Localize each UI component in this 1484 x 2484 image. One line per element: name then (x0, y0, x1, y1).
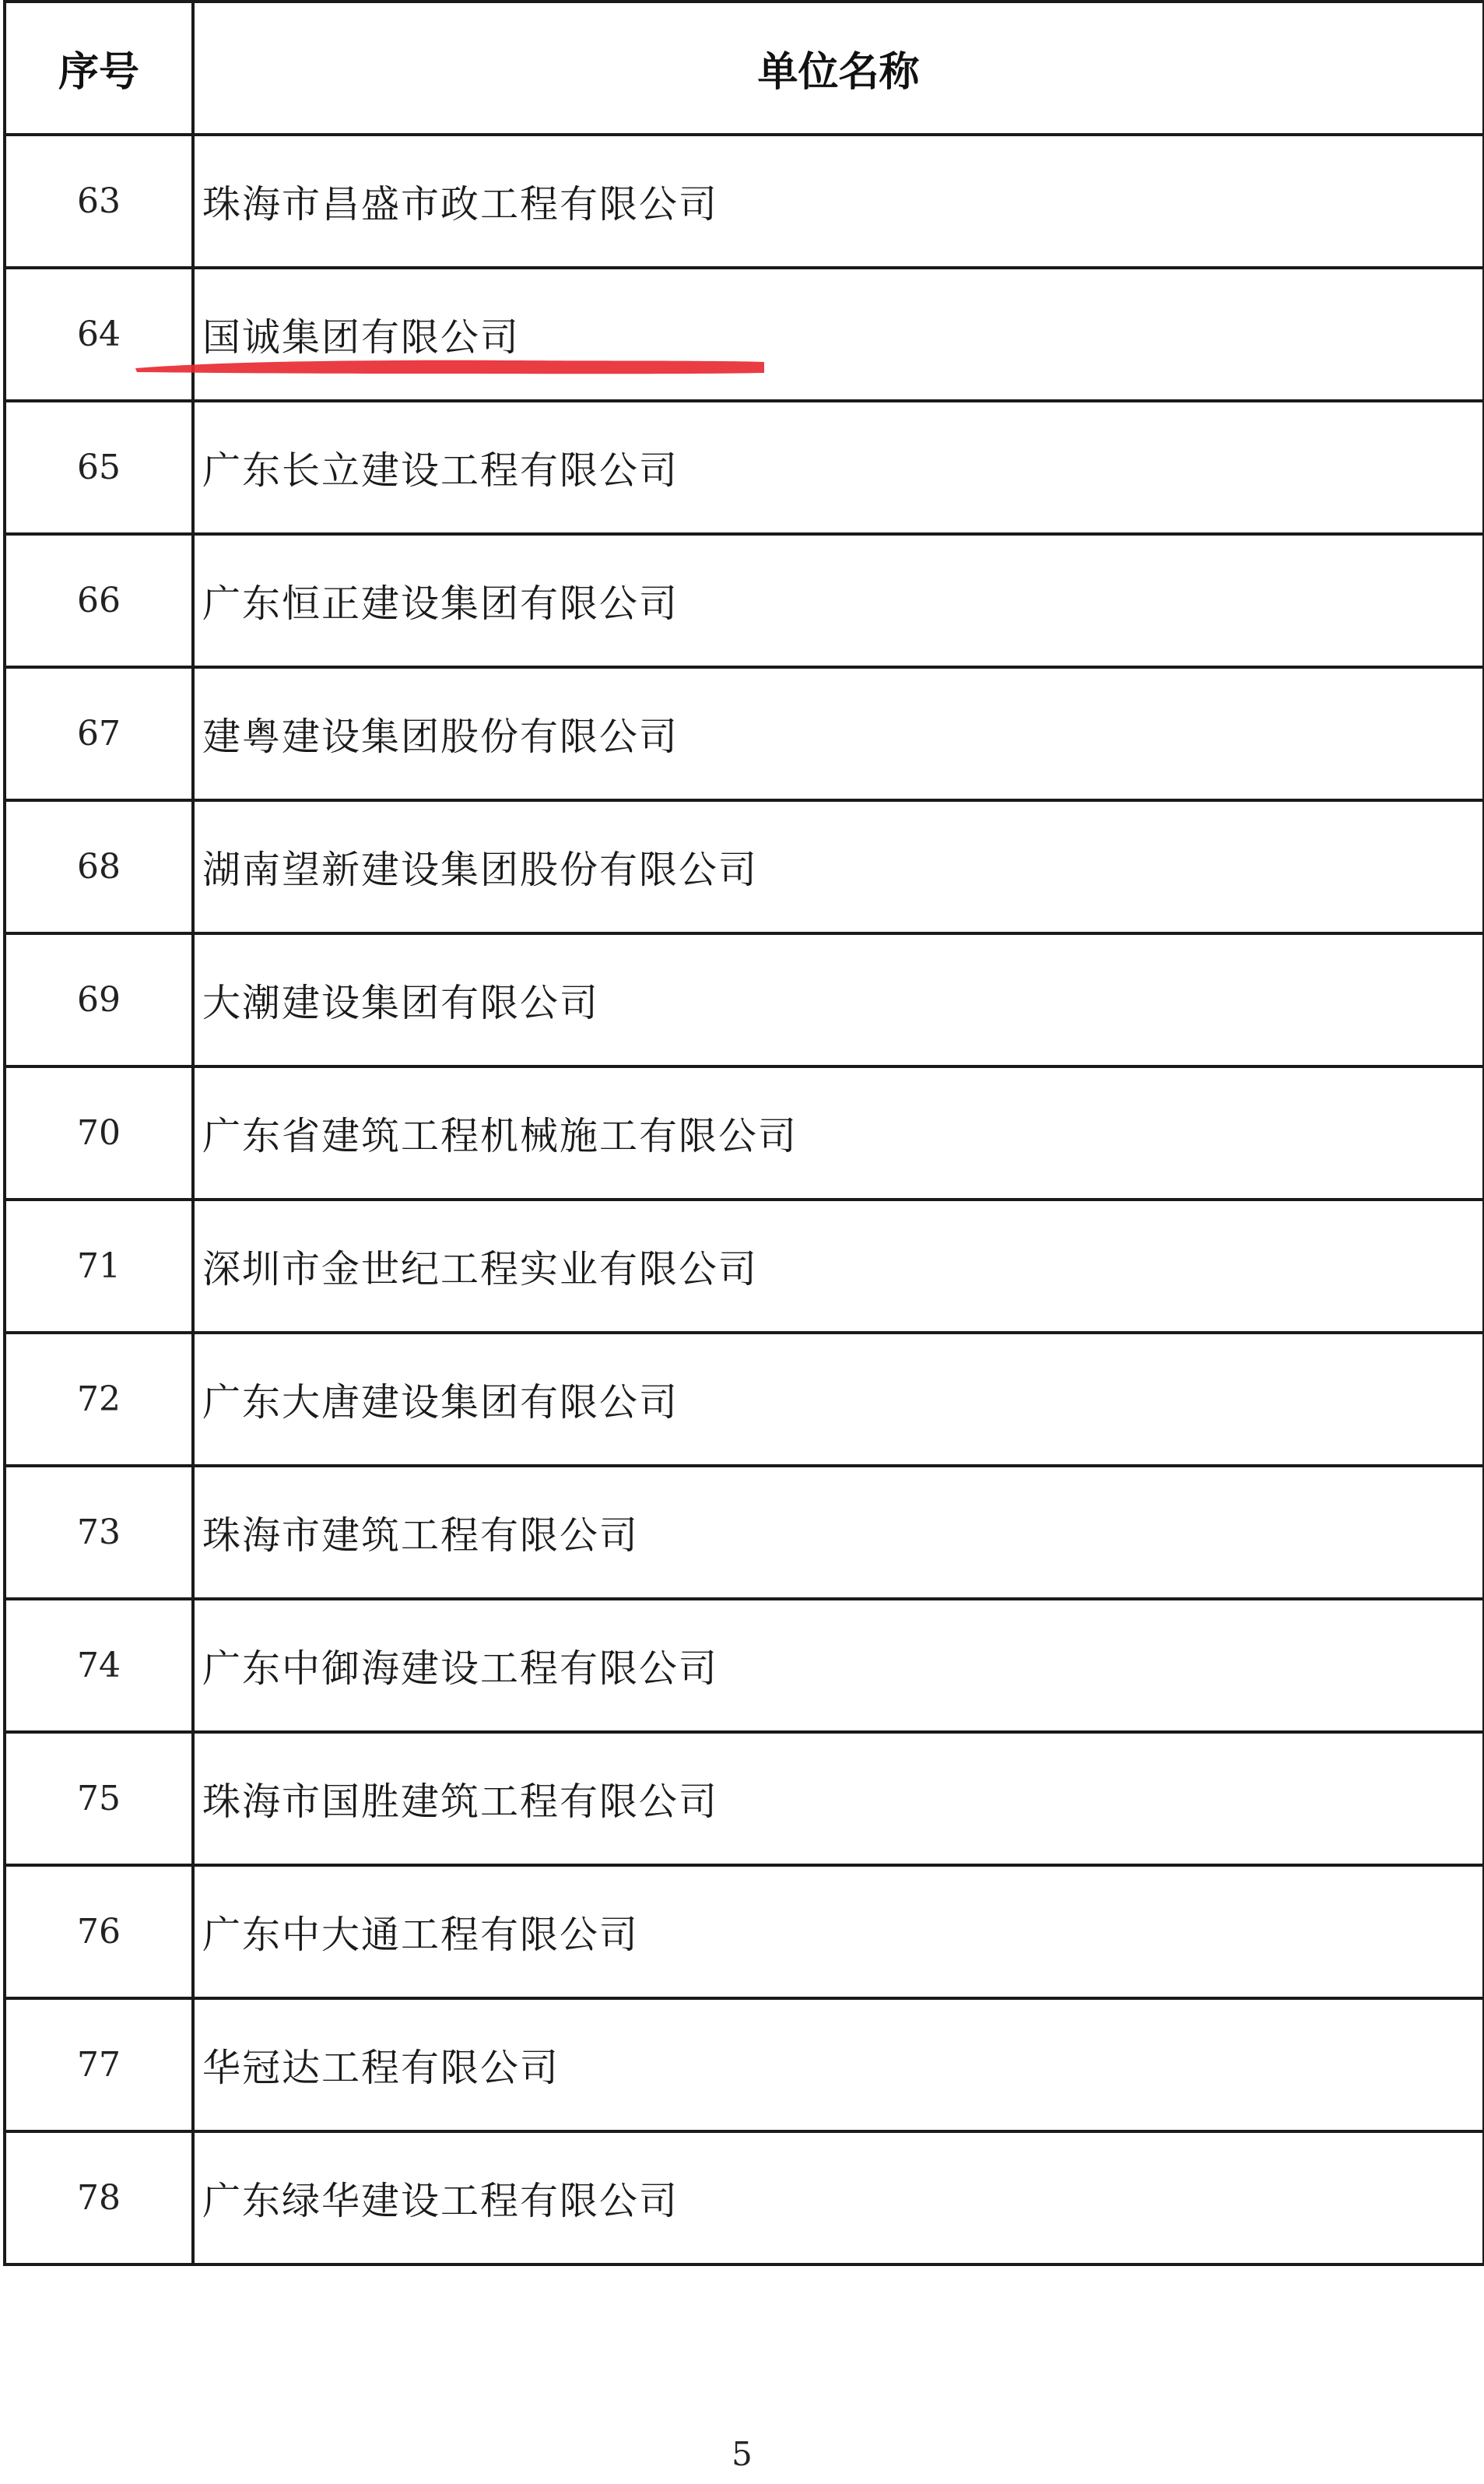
row-name-cell (193, 135, 1484, 268)
company-name: 湖南望新建设集团股份有限公司 (202, 847, 759, 892)
row-name-cell (193, 1998, 1484, 2131)
row-name-cell (193, 800, 1484, 933)
company-name: 广东省建筑工程机械施工有限公司 (202, 1113, 798, 1158)
company-name: 珠海市国胜建筑工程有限公司 (202, 1779, 719, 1824)
company-name: 广东中御海建设工程有限公司 (202, 1646, 719, 1691)
company-name: 国诚集团有限公司 (202, 314, 521, 360)
row-number: 72 (5, 1333, 193, 1466)
table-row (5, 401, 1484, 534)
company-name: 广东中大通工程有限公司 (202, 1912, 640, 1957)
company-name: 珠海市昌盛市政工程有限公司 (202, 181, 719, 227)
row-number: 67 (5, 667, 193, 800)
company-list-table (3, 0, 1484, 2266)
row-number: 65 (5, 401, 193, 534)
table-row (5, 1865, 1484, 1998)
row-number: 76 (5, 1865, 193, 1998)
company-name: 华冠达工程有限公司 (202, 2045, 560, 2090)
company-list-table-wrapper (3, 0, 1482, 2266)
row-number: 77 (5, 1998, 193, 2131)
row-number: 74 (5, 1599, 193, 1732)
row-number: 78 (5, 2131, 193, 2264)
company-name: 珠海市建筑工程有限公司 (202, 1513, 640, 1558)
company-name: 深圳市金世纪工程实业有限公司 (202, 1246, 759, 1291)
highlight-marker-stroke (132, 357, 767, 377)
row-name-cell (193, 933, 1484, 1066)
table-row (5, 534, 1484, 667)
row-name-cell (193, 667, 1484, 800)
table-row (5, 1732, 1484, 1865)
header-name: 单位名称 (193, 2, 1484, 135)
row-name-cell (193, 1865, 1484, 1998)
row-name-cell (193, 2131, 1484, 2264)
row-name-cell (193, 1466, 1484, 1599)
company-name: 大潮建设集团有限公司 (202, 980, 600, 1025)
table-row (5, 135, 1484, 268)
row-name-cell (193, 1200, 1484, 1333)
row-number: 68 (5, 800, 193, 933)
company-name: 广东大唐建设集团有限公司 (202, 1379, 679, 1425)
table-row (5, 1599, 1484, 1732)
company-name: 广东恒正建设集团有限公司 (202, 581, 679, 626)
table-row (5, 1200, 1484, 1333)
row-number: 75 (5, 1732, 193, 1865)
row-number: 63 (5, 135, 193, 268)
table-row (5, 1333, 1484, 1466)
table-row (5, 667, 1484, 800)
page-number: 5 (731, 2435, 753, 2473)
row-name-cell (193, 1066, 1484, 1200)
table-row (5, 268, 1484, 401)
row-name-cell (193, 534, 1484, 667)
row-number: 71 (5, 1200, 193, 1333)
table-header-row (5, 2, 1484, 135)
row-name-cell (193, 1333, 1484, 1466)
table-row (5, 1066, 1484, 1200)
row-number: 66 (5, 534, 193, 667)
row-number: 70 (5, 1066, 193, 1200)
table-row (5, 1998, 1484, 2131)
row-name-cell (193, 1599, 1484, 1732)
row-name-cell (193, 401, 1484, 534)
company-name: 建粤建设集团股份有限公司 (202, 714, 679, 759)
company-name: 广东长立建设工程有限公司 (202, 448, 679, 493)
table-row (5, 933, 1484, 1066)
row-number: 64 (5, 268, 193, 401)
row-number: 69 (5, 933, 193, 1066)
row-name-cell (193, 1732, 1484, 1865)
row-number: 73 (5, 1466, 193, 1599)
table-row (5, 2131, 1484, 2264)
header-number: 序号 (5, 2, 193, 135)
company-name: 广东绿华建设工程有限公司 (202, 2178, 679, 2223)
row-name-cell (193, 268, 1484, 401)
table-row (5, 1466, 1484, 1599)
table-row (5, 800, 1484, 933)
